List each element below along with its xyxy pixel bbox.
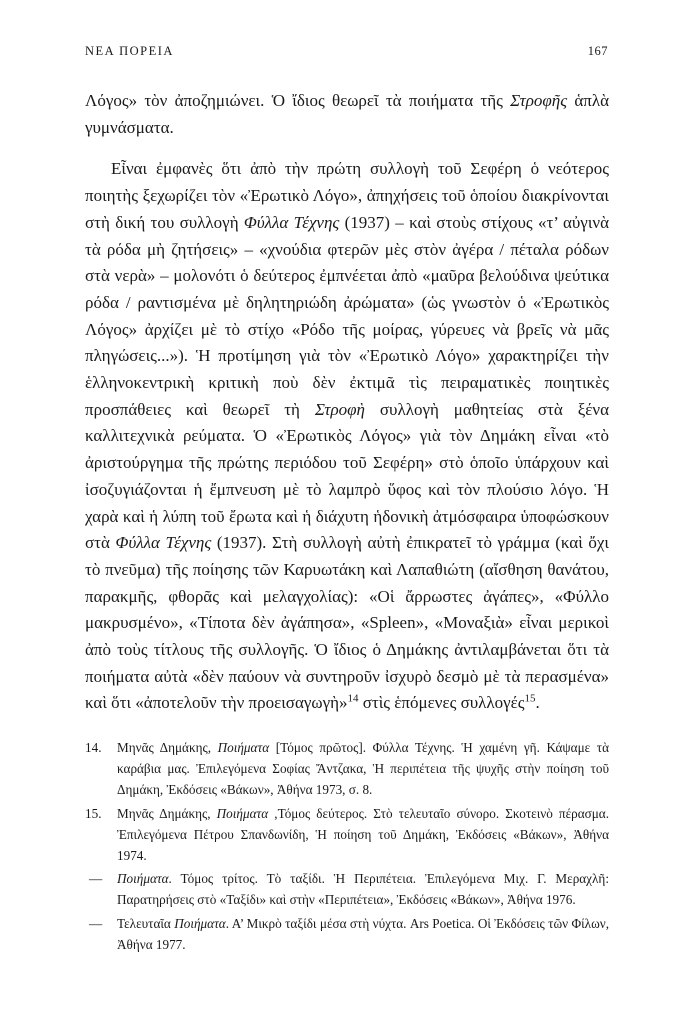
footnote-15-continuation-2: — Τελευταῖα Ποιήματα. Α’ Μικρὸ ταξίδι μέσα στὴ νύχτα. Ars Poetica. Οἱ Ἐκδόσεις τῶν Φίλων, Ἀθήνα 1977. [89, 915, 610, 952]
paragraph-2: Εἶναι ἐμφανὲς ὅτι ἀπὸ τὴν πρώτη συλλογὴ τοῦ Σεφέρη ὁ νεότερος ποιητὴς ξεχωρίζει τὸν «Ἐρωτικὸ Λόγο», ἀπηχήσεις τοῦ ὁποίου διακρίνονται στὴ δική του συλλογὴ Φύλλα Τέχνης (1937) – καὶ στοὺς στίχους «τ’ αὐγινὰ τὰ ρόδα μὴ ζητήσεις» – «χνούδια φτερῶν μὲς στὸν ἀγέρα / πέταλα ρόδων στὰ νερὰ» – μολονότι ὁ δεύτερος ἐμπνέεται ἀπὸ «μαῦρα βελούδινα ψεύτικα ρόδα / ραντισμένα μὲ δηλητηριώδη ἀρώματα» (ὡς γνωστὸν ὁ «Ἐρωτικὸς Λόγος» ἀρχίζει μὲ τὸ στίχο «Ρόδο τῆς μοίρας, γύρευες νὰ βρεῖς νὰ μᾶς πληγώσεις...»). Ἡ προτίμηση γιὰ τὸν «Ἐρωτικὸ Λόγο» χαρακτηρίζει τὴν ἑλληνοκεντρικὴ κριτικὴ ποὺ δὲν ἐκτιμᾶ τὶς πειραματικὲς ποιητικὲς προσπάθειες καὶ θεωρεῖ τὴ Στροφὴ συλλογὴ μαθητείας στὰ ξένα καλλιτεχνικὰ ρεύματα. Ὁ «Ἐρωτικὸς Λόγος» γιὰ τὸν Δημάκη εἶναι «τὸ ἀριστούργημα τῆς πρώτης περιόδου τοῦ Σεφέρη» στὸ ὁποῖο ὑπάρχουν καὶ ἰσοζυγιάζονται ἡ ἔμπνευση μὲ τὸ λαμπρὸ ὕφος καὶ τὸν πλούσιο λόγο. Ἡ χαρὰ καὶ ἡ λύπη τοῦ ἔρωτα καὶ ἡ διάχυτη ἡδονικὴ ἀτμόσφαιρα ὑποφώσκουν στὰ Φύλλα Τέχνης (1937). Στὴ συλλογὴ αὐτὴ ἐπικρατεῖ τὸ γράμμα (καὶ ὄχι τὸ πνεῦμα) τῆς ποίησης τῶν Καρυωτάκη καὶ Λαπαθιώτη (αἴσθηση θανάτου, παρακμῆς, φθορᾶς καὶ μελαγχολίας): «Οἱ ἄρρωστες ἀγάπες», «Φύλλο μακρυσμένο», «Τίποτα δὲν ἀγάπησα», «Spleen», «Μοναξιὰ» εἶναι μερικοὶ ἀπὸ τοὺς τίτλους τῆς συλλογῆς. Ὁ ἴδιος ὁ Δημάκης ἀντιλαμβάνεται ὅτι τὰ ποιήματα αὐτὰ «δὲν παύουν νὰ συντηροῦν ἰσχυρὸ δεσμὸ μὲ τὰ περασμένα» καὶ ὅτι «ἀποτελοῦν τὴν προεισαγωγὴ»$^{14}$ στὶς ἑπόμενες συλλογές$^{15}$. [85, 159, 610, 713]
footnote-ref-15: 15 [524, 692, 536, 705]
page-number: 167 [587, 44, 608, 58]
footnote-ref-14: 14 [347, 692, 359, 705]
running-header [85, 44, 608, 62]
footnotes [85, 737, 609, 955]
paragraph-1: Λόγος» τὸν ἀποζημιώνει. Ὁ ἴδιος θεωρεῖ τὰ ποιήματα τῆς Στροφῆς ἁπλὰ γυμνάσματα. [85, 91, 610, 137]
footnote-15-continuation-1: — Ποιήματα. Τόμος τρίτος. Τὸ ταξίδι. Ἡ Περιπέτεια. Ἐπιλεγόμενα Μιχ. Γ. Μεραχλῆ: Παρατηρήσεις στὸ «Ταξίδι» καὶ στὴν «Περιπέτεια», Ἐκδόσεις «Βάκων», Ἀθήνα 1976. [89, 871, 609, 908]
journal-title: ΝΕΑ ΠΟΡΕΙΑ [85, 44, 174, 58]
footnote-14: 14. Μηνᾶς Δημάκης, Ποιήματα [Τόμος πρῶτος]. Φύλλα Τέχνης. Ἡ χαμένη γῆ. Κάψαμε τὰ καράβια μας. Ἐπιλεγόμενα Σοφίας Ἄντζακα, Ἡ περιπέτεια τῆς ψυχῆς στὴν ποίηση τοῦ Δημάκη, Ἐκδόσεις «Βάκων», Ἀθήνα 1973, σ. 8. [85, 740, 609, 798]
footnote-15: 15. Μηνᾶς Δημάκης, Ποιήματα ,Τόμος δεύτερος. Στὸ τελευταῖο σύνορο. Σκοτεινὸ πέρασμα. Ἐπιλεγόμενα Πέτρου Σπανδωνίδη, Ἡ ποίηση τοῦ Δημάκη, Ἐκδόσεις «Βάκων», Ἀθήνα 1974. [85, 805, 609, 864]
main-text [85, 88, 609, 717]
